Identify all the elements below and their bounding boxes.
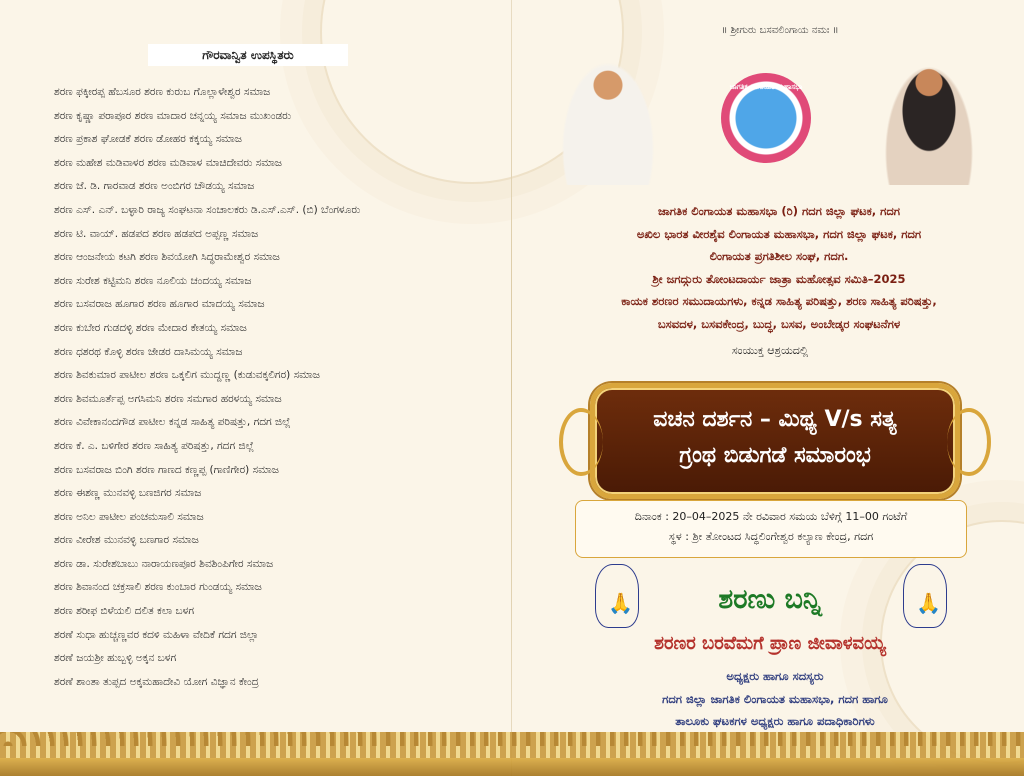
saint-portrait-right bbox=[880, 57, 978, 185]
guest-row: ಶರಣ ಮಹೇಶ ಮಡಿವಾಳರ ಶರಣ ಮಡಿವಾಳ ಮಾಚಿದೇವರು ಸಮಾಜ bbox=[54, 156, 282, 169]
guest-row: ಶರಣ ಕುಬೇರ ಗುಡದಳ್ಳಿ ಶರಣ ಮೇದಾರ ಕೇತಯ್ಯ ಸಮಾಜ bbox=[54, 321, 247, 334]
guest-row: ಶರಣ ಶಿವಮೂರ್ತೆಪ್ಪ ಅಗಸಿಮನಿ ಶರಣ ಸಮಗಾರ ಹರಳಯ್ಯ ಸಮಾಜ bbox=[54, 392, 282, 405]
guest-row: ಶರಣ ಪ್ರಕಾಶ ಘೋಡಕೆ ಶರಣ ಡೋಹರ ಕಕ್ಕಯ್ಯ ಸಮಾಜ bbox=[54, 133, 242, 146]
organizer-line: ಕಾಯಕ ಶರಣರ ಸಮುದಾಯಗಳು, ಕನ್ನಡ ಸಾಹಿತ್ಯ ಪರಿಷತ್ತು, ಶರಣ ಸಾಹಿತ್ಯ ಪರಿಷತ್ತು, bbox=[621, 294, 937, 308]
invocation-line: ॥ ಶ್ರೀಗುರು ಬಸವಲಿಂಗಾಯ ನಮಃ ॥ bbox=[721, 25, 839, 36]
guest-row: ಶರಣ ಆಂಜನೇಯ ಕಟಗಿ ಶರಣ ಶಿವಯೋಗಿ ಸಿದ್ಧರಾಮೇಶ್ವರ ಸಮಾಜ bbox=[54, 251, 280, 264]
guests-heading: ಗೌರವಾನ್ವಿತ ಉಪಸ್ಥಿತರು bbox=[148, 44, 348, 66]
guest-row: ಶರಣ ಈಶಣ್ಣ ಮುನವಳ್ಳಿ ಬಣಜಿಗರ ಸಮಾಜ bbox=[54, 487, 202, 500]
guest-row: ಶರಣೆ ಶಾಂತಾ ತುಪ್ಪದ ಅಕ್ಕಮಹಾದೇವಿ ಯೋಗ ವಿಜ್ಞಾನ ಕೇಂದ್ರ bbox=[54, 675, 259, 688]
organization-emblem bbox=[721, 73, 811, 163]
guest-row: ಶರಣ ಶರೀಫ ಬಿಳೆಯಲಿ ದಲಿತ ಕಲಾ ಬಳಗ bbox=[54, 605, 195, 618]
guest-row: ಶರಣೆ ಜಯಶ್ರೀ ಹುಬ್ಬಳ್ಳಿ ಅಕ್ಕನ ಬಳಗ bbox=[54, 652, 177, 665]
guest-row: ಶರಣ ಶಿವಾನಂದ ಚಕ್ರಸಾಲಿ ಶರಣ ಕುಂಬಾರ ಗುಂಡಯ್ಯ ಸಮಾಜ bbox=[54, 581, 262, 594]
guest-row: ಶರಣ ಶಿವಕುಮಾರ ಪಾಟೀಲ ಶರಣ ಒಕ್ಕಲಿಗ ಮುದ್ದಣ್ಣ (ಕುಡುವಕ್ಕಲಿಗರ) ಸಮಾಜ bbox=[54, 369, 320, 382]
praying-hands-icon: 🙏 bbox=[903, 564, 947, 628]
emblem-text: ಜಾಗತಿಕ ಲಿಂಗಾಯತ ಮಹಾಸಭಾ bbox=[729, 83, 803, 91]
banner-subtitle: ಗ್ರಂಥ ಬಿಡುಗಡೆ ಸಮಾರಂಭ bbox=[679, 443, 871, 468]
guest-row: ಶರಣ ಎಸ್. ಎನ್. ಬಳ್ಳಾರಿ ರಾಜ್ಯ ಸಂಘಟನಾ ಸಂಚಾಲಕರು ಡಿ.ಎಸ್.ಎಸ್. (ಬಿ) ಬೆಂಗಳೂರು bbox=[54, 203, 361, 216]
organizer-line: ಬಸವದಳ, ಬಸವಕೇಂದ್ರ, ಬುದ್ಧ, ಬಸವ, ಅಂಬೇಡ್ಕರ ಸಂಘಟನೆಗಳ bbox=[657, 316, 901, 331]
auspices-label: ಸಂಯುಕ್ತ ಆಶ್ರಯದಲ್ಲಿ bbox=[731, 344, 809, 357]
guest-row: ಶರಣ ವಿವೇಕಾನಂದಗೌಡ ಪಾಟೀಲ ಕನ್ನಡ ಸಾಹಿತ್ಯ ಪರಿಷತ್ತು, ಗದಗ ಜಿಲ್ಲೆ bbox=[54, 416, 291, 429]
praying-hands-icon: 🙏 bbox=[595, 564, 639, 628]
guest-row: ಶರಣ ಟಿ. ವಾಯ್. ಹಡಪದ ಶರಣ ಹಡಪದ ಅಪ್ಪಣ್ಣ ಸಮಾಜ bbox=[54, 227, 259, 240]
host-list bbox=[575, 665, 975, 733]
guest-row: ಶರಣ ವೀರೇಶ ಮುನವಳ್ಳಿ ಬಣಗಾರ ಸಮಾಜ bbox=[54, 534, 199, 547]
event-date: ದಿನಾಂಕ : 20–04–2025 ನೇ ರವಿವಾರ ಸಮಯ ಬೆಳಿಗ್ಗೆ 11–00 ಗಂಟೆಗೆ bbox=[634, 510, 908, 523]
guest-row: ಶರಣ ಕೆ. ಎ. ಬಳಿಗೇರ ಶರಣ ಸಾಹಿತ್ಯ ಪರಿಷತ್ತು, ಗದಗ ಜಿಲ್ಲೆ bbox=[54, 439, 255, 452]
page-fold-divider bbox=[511, 0, 512, 776]
saint-portrait-left bbox=[559, 57, 657, 185]
guest-row: ಶರಣ ಬಸವರಾಜ ಬಿಂಗಿ ಶರಣ ಗಾಣದ ಕಣ್ಣಪ್ಪ (ಗಾಣಿಗೇರ) ಸಮಾಜ bbox=[54, 463, 279, 476]
decorative-bottom-border bbox=[0, 732, 1024, 776]
motto-text: ಶರಣರ ಬರವೆಮಗೆ ಪ್ರಾಣ ಜೀವಾಳವಯ್ಯ bbox=[654, 633, 886, 654]
event-venue: ಸ್ಥಳ : ಶ್ರೀ ತೋಂಟದ ಸಿದ್ಧಲಿಂಗೇಶ್ವರ ಕಲ್ಯಾಣ ಕೇಂದ್ರ, ಗದಗ bbox=[668, 530, 874, 543]
organizer-line: ಜಾಗತಿಕ ಲಿಂಗಾಯತ ಮಹಾಸಭಾ (ರಿ) ಗದಗ ಜಿಲ್ಲಾ ಘಟಕ, ಗದಗ bbox=[657, 204, 901, 218]
guest-row: ಶರಣ ಅನಿಲ ಪಾಟೀಲ ಪಂಚಮಸಾಲಿ ಸಮಾಜ bbox=[54, 510, 204, 523]
event-details-box bbox=[575, 500, 967, 558]
organizer-line: ಶ್ರೀ ಜಗದ್ಗುರು ತೋಂಟದಾರ್ಯ ಜಾತ್ರಾ ಮಹೋತ್ಸವ ಸಮಿತಿ–2025 bbox=[652, 271, 906, 286]
guest-row: ಶರಣ ಬಸವರಾಜ ಹೂಗಾರ ಶರಣ ಹೂಗಾರ ಮಾದಯ್ಯ ಸಮಾಜ bbox=[54, 298, 265, 311]
event-title-banner bbox=[590, 383, 960, 499]
guest-row: ಶರಣ ಸುರೇಶ ಕಟ್ಟಿಮನಿ ಶರಣ ನೂಲಿಯ ಚಂದಯ್ಯ ಸಮಾಜ bbox=[54, 274, 252, 287]
guest-row: ಶರಣೆ ಸುಧಾ ಹುಚ್ಚಣ್ಣವರ ಕದಳಿ ಮಹಿಳಾ ವೇದಿಕೆ ಗದಗ ಜಿಲ್ಲಾ bbox=[54, 628, 259, 641]
banner-title: ವಚನ ದರ್ಶನ – ಮಿಥ್ಯ V/s ಸತ್ಯ bbox=[653, 407, 897, 432]
guest-row: ಶರಣ ಫಕ್ಕೀರಪ್ಪ ಹೆಬಸೂರ ಶರಣ ಕುರುಬ ಗೊಲ್ಲಾಳೇಶ್ವರ ಸಮಾಜ bbox=[54, 86, 271, 98]
guest-row: ಶರಣ ಕೃಷ್ಣಾ ಪರಾಪೂರ ಶರಣ ಮಾದಾರ ಚನ್ನಯ್ಯ ಸಮಾಜ ಮುಖಂಡರು bbox=[54, 109, 292, 122]
organizer-line: ಅಖಿಲ ಭಾರತ ವೀರಶೈವ ಲಿಂಗಾಯತ ಮಹಾಸಭಾ, ಗದಗ ಜಿಲ್ಲಾ ಘಟಕ, ಗದಗ bbox=[636, 226, 922, 241]
host-line: ತಾಲೂಕು ಘಟಕಗಳ ಅಧ್ಯಕ್ಷರು ಹಾಗೂ ಪದಾಧಿಕಾರಿಗಳು bbox=[675, 714, 875, 728]
organizer-line: ಲಿಂಗಾಯತ ಪ್ರಗತಿಶೀಲ ಸಂಘ, ಗದಗ. bbox=[709, 249, 849, 263]
organizer-list bbox=[564, 200, 994, 335]
guest-list bbox=[54, 81, 504, 694]
welcome-text: ಶರಣು ಬನ್ನಿ bbox=[718, 584, 822, 615]
guest-row: ಶರಣ ಧಶರಥ ಕೊಳ್ಳಿ ಶರಣ ಜೇಡರ ದಾಸಿಮಯ್ಯ ಸಮಾಜ bbox=[54, 345, 243, 358]
host-line: ಅಧ್ಯಕ್ಷರು ಹಾಗೂ ಸದಸ್ಯರು bbox=[726, 669, 824, 683]
guest-row: ಶರಣ ಡಾ. ಸುರೇಶಬಾಬು ನಾರಾಯಣಪೂರ ಶಿವಶಿಂಪಿಗೇರ ಸಮಾಜ bbox=[54, 557, 274, 570]
guest-row: ಶರಣ ಜೆ. ಡಿ. ಗಾರವಾಡ ಶರಣ ಅಂಬಿಗರ ಚೌಡಯ್ಯ ಸಮಾಜ bbox=[54, 180, 255, 193]
host-line: ಗದಗ ಜಿಲ್ಲಾ ಜಾಗತಿಕ ಲಿಂಗಾಯತ ಮಹಾಸಭಾ, ಗದಗ ಹಾಗೂ bbox=[662, 691, 888, 706]
